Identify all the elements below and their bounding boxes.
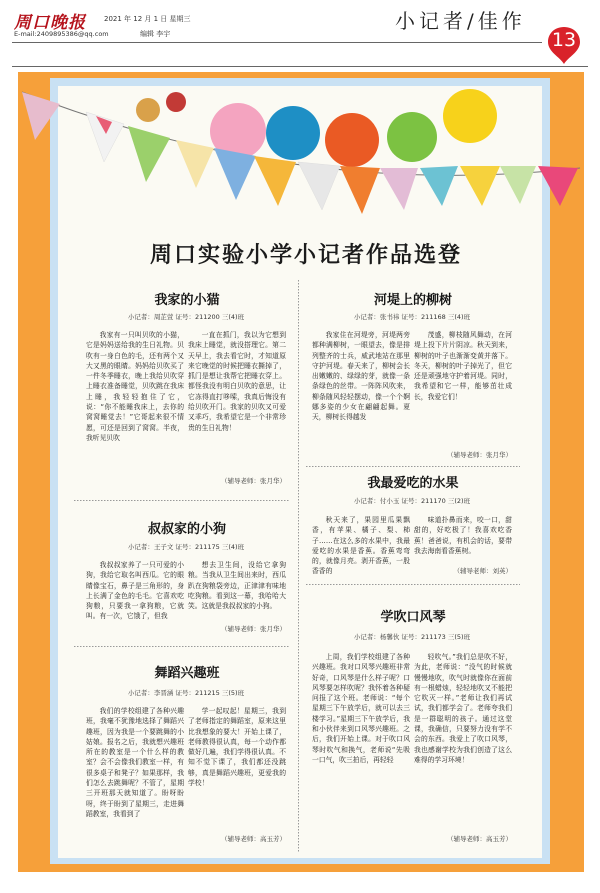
article-byline-cat: 小记者：周芷萱 证号：211200 三(4)班 — [127, 313, 245, 321]
issue-date: 2021 年 12 月 1 日 星期三 — [104, 15, 191, 23]
article-title-dance: 舞蹈兴趣班 — [154, 666, 220, 681]
article-divider — [306, 584, 520, 585]
article-body-dance-col1 — [86, 706, 184, 846]
editor-credit: 编辑 李宇 — [140, 30, 171, 38]
article-divider — [74, 500, 290, 501]
article-byline-fruit: 小记者：付小玉 证号：211170 三(2)班 — [353, 497, 471, 505]
article-text: 轻吹气。”我们总是吹不好，为此，老师说：“没气的时候就慢慢地吹，吹气时就像你在面前有一根蜡烛，轻轻地吹又不能把它吹灭一样。”老师让我们再试试，我们都学会了。老师夸我们是一群聪明的孩子。通过这堂课，我确信，只要努力没有学不会的东西。我爱上了吹口风琴，我也感谢学校为我们创造了这么难得的学习环境！ — [414, 653, 512, 764]
article-teacher-willow: （辅导老师：张月华） — [447, 451, 512, 459]
article-title-cat: 我家的小猫 — [154, 293, 220, 308]
article-teacher-fruit: （辅导老师：刘英） — [453, 567, 512, 575]
article-body-fruit-col1 — [312, 515, 410, 575]
article-byline-dance: 小记者：李晋涵 证号：211215 三(5)班 — [127, 689, 245, 697]
article-teacher-dance: （辅导老师：高玉芳） — [221, 835, 286, 843]
masthead — [0, 0, 600, 68]
article-body-willow-col2 — [414, 330, 512, 446]
article-body-dog-col1 — [86, 560, 184, 642]
article-byline-willow: 小记者：张书祎 证号：211168 三(4)班 — [353, 313, 471, 321]
article-text: 我们的学校组建了各种兴趣班，我毫不犹豫地选择了舞蹈兴趣班，因为我是一个要跳舞的小姑娘。报名之后，我就想兴趣班所在的教室是一个什么样的教室？会不会像我们教室一样，有很多桌子和凳子？如果那样，我们怎么去跳舞呢？不管了，星期三开班那天就知道了。盼呀盼呀，终于盼到了星期三，走进舞蹈教室，我看到了 — [86, 707, 184, 818]
bunting-decoration — [0, 60, 600, 260]
balloon-icon — [266, 106, 320, 160]
balloon-icon — [325, 113, 379, 167]
newspaper-logo: 周口晚报 — [14, 13, 86, 33]
article-text: 味道扑鼻而来，咬一口，甜甜的，好吃极了！我喜欢吃香蕉！爸爸说，有机会的话，要带我去海南看香蕉树。 — [414, 516, 512, 555]
article-title-willow: 河堤上的柳树 — [373, 293, 452, 308]
balloon-icon — [387, 112, 437, 162]
article-body-harmonica-col1 — [312, 652, 410, 842]
article-byline-harmonica: 小记者：杨馨伙 证号：211173 三(5)班 — [353, 633, 471, 641]
header-rule — [12, 42, 542, 43]
article-teacher-dog: （辅导老师：张月华） — [221, 625, 286, 633]
page-number: 13 — [551, 29, 577, 51]
article-body-harmonica-col2 — [414, 652, 512, 832]
article-title-dog: 叔叔家的小狗 — [147, 522, 226, 537]
article-text: 上周，我们学校组建了各种兴趣班。我对口风琴兴趣班非常好奇，口风琴是什么样子呢？口风琴要怎样吹呢？我怀着各种疑问报了这个班。老师说：“每个星期三下午放学后，就可以去三楼学习。”星期三下午放学后，我和小伙伴来到口风琴兴趣班。之后，我们开始上课。对于吹口风琴时吹气和换气，老师说“先吸一口气，吹三拍后，再轻轻 — [312, 653, 410, 764]
article-title-fruit: 我最爱吃的水果 — [367, 476, 459, 491]
article-text: 我家有一只叫贝吹的小猫，它是妈妈送给我的生日礼物。贝吹有一身白色的毛，还有两个又大又黑的眼睛。妈妈给贝吹买了一件冬季睡衣，晚上我给贝吹穿上睡衣准备睡觉，贝吹跳在我床上睡，我轻轻抱住了它，说：“你不能睡我床上，去你的窝窝睡觉去！”它哥起来很不情愿，可还是回到了窝窝。半夜，我听见贝吹 — [86, 331, 184, 442]
article-text: 想去卫生间，没给它拿狗粮。当我从卫生间出来时，西瓜趴在狗粮袋旁边，正津津有味地吃狗粮。看到这一幕，我哈哈大笑。这就是我叔叔家的小狗。 — [188, 561, 286, 611]
article-byline-dog: 小记者：王子文 证号：211175 三(4)班 — [127, 543, 245, 551]
article-body-dance-col2 — [188, 706, 286, 830]
article-body-willow-col1 — [312, 330, 410, 462]
column-divider — [298, 280, 299, 852]
article-divider — [74, 646, 290, 647]
article-title-harmonica: 学吹口风琴 — [380, 610, 446, 625]
article-body-fruit-col2 — [414, 515, 512, 565]
article-body-cat-col1 — [86, 330, 184, 510]
balloon-icon — [443, 89, 497, 143]
article-teacher-cat: （辅导老师：张月华） — [221, 477, 286, 485]
article-divider — [306, 466, 520, 467]
article-text: 一直在抓门，我以为它想到我床上睡觉，就没搭理它。第二天早上，我去看它时，才知道原来它晚觉的时候把睡衣撕掉了，抓门是想让我帮它把睡衣穿上。都怪我没有明白贝吹的意思，让它冻得直打哆嗦，我真后悔没有给贝吹开门。我家的贝吹又可爱又乖巧，我希望它是一个非常珍贵的生日礼物！ — [188, 331, 286, 432]
section-title: 小记者/佳作 — [395, 9, 526, 33]
article-text: 秋天来了，果园里瓜果飘香，有苹果、橘子、梨、柿子……在这么多的水果中，我最爱吃的水果是香蕉。香蕉弯弯的，就像月亮。剥开香蕉，一股香香的 — [312, 516, 410, 575]
article-teacher-harmonica: （辅导老师：高玉芳） — [447, 835, 512, 843]
article-body-dog-col2 — [188, 560, 286, 620]
email-address: E-mail:2409895386@qq.com — [14, 30, 109, 38]
article-text: 我叔叔家养了一只可爱的小狗，我给它取名叫西瓜。它的眼睛像宝石，鼻子是三角形的，身上长满了金色的毛毛。它喜欢吃狗粮，只要我一拿狗粮，它就叫。有一次，它饿了，但我 — [86, 561, 184, 621]
page-headline: 周口实验小学小记者作品选登 — [149, 242, 462, 268]
article-text: 我家住在河堤旁，河堤两旁都种满柳树，一眼望去，像是排列整齐的士兵，威武地站在那里守护河堤。春天来了，柳树会长出嫩嫩的、绿绿的芽，就像一条条绿色的丝带。一阵阵风吹来，柳条随风轻轻摆动，像一个个婀娜多姿的少女在翩翩起舞。夏天，柳树长得越发 — [312, 331, 410, 422]
article-text: 茂盛，柳枝随风舞动，在河堤上投下片片阴凉。秋天到来，柳树的叶子也渐渐变黄并落下。冬天，柳树的叶子掉光了，但它还是顽强地守护着河堤。同时，我希望和它一样，能够茁壮成长，我爱它们！ — [414, 331, 512, 401]
article-text: 学一起叹起！星期三，我到了老师指定的舞蹈室，原来这里比我想象的要大！开始上课了，老师教得很认真，每一个动作都做好几遍，我们学得很认真。不知不觉下课了，我们都还没跳够，真是舞蹈兴趣班，更爱我的学校！ — [188, 707, 286, 788]
article-body-cat-col2 — [188, 330, 286, 490]
